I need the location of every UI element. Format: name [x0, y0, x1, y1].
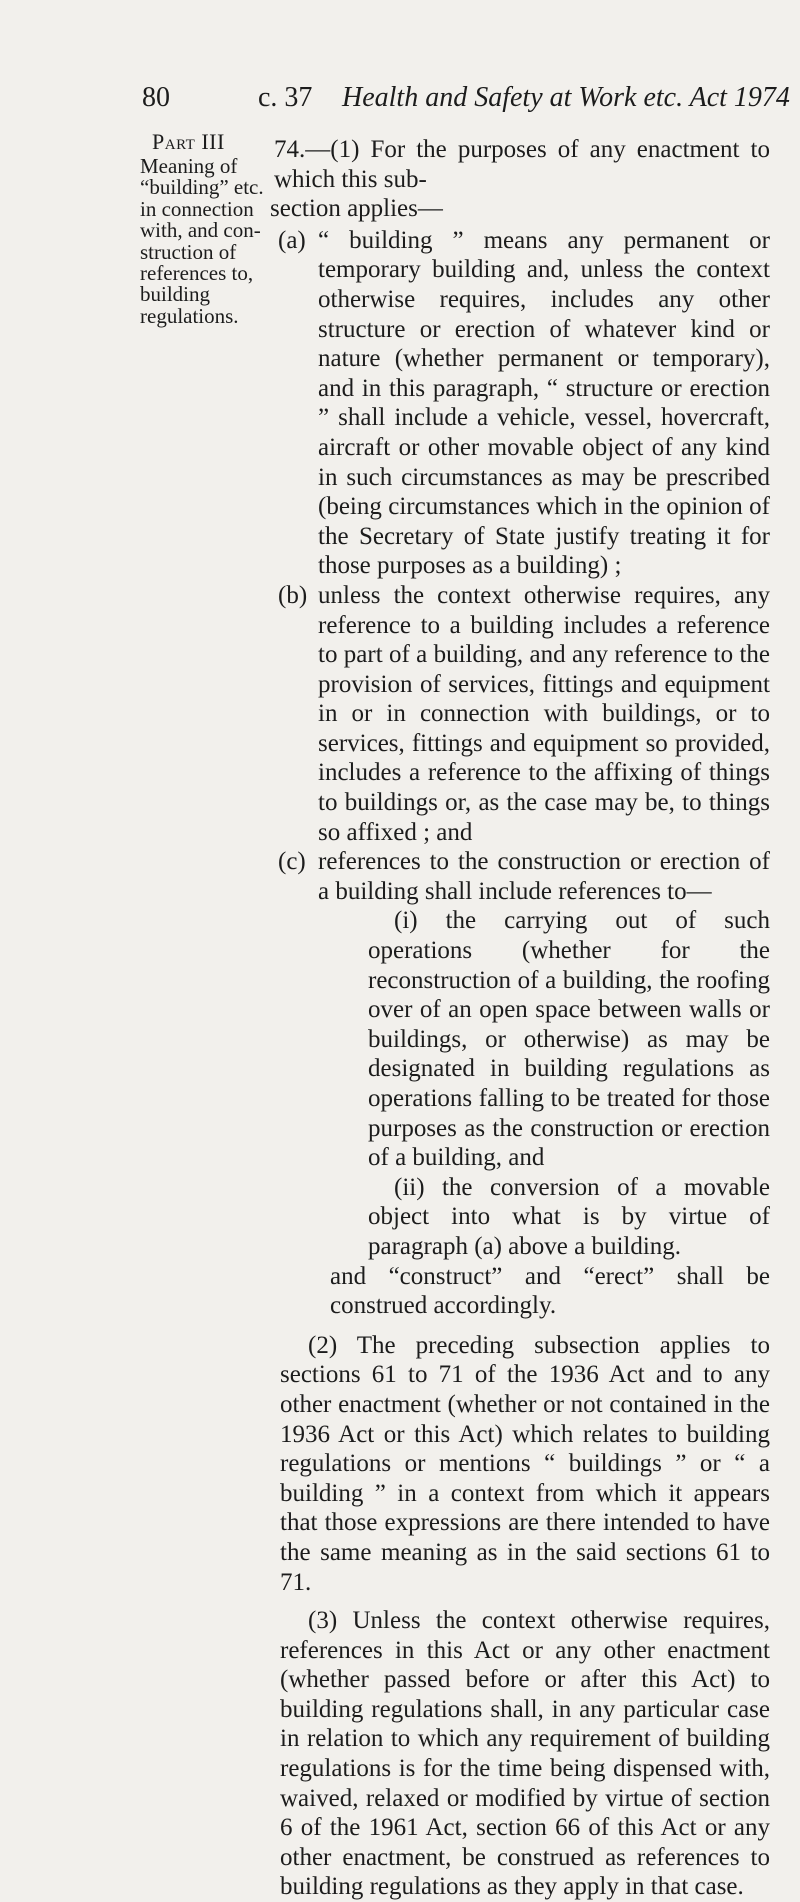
paragraph-label: (b) — [278, 581, 308, 609]
closing-words: and “construct” and “erect” shall be construed accordingly. — [330, 1262, 770, 1320]
paragraph-text: references to the construction or erection of a building shall include references to— — [318, 848, 770, 905]
chapter-number: c. 37 — [258, 82, 313, 113]
paragraph-label: (a) — [278, 226, 306, 254]
subsection-3: (3) Unless the context otherwise requires, references in this Act or any other enactment (whether passed before or after this Act) to building regulations shall, in any particular case in relation to which any requirement of building regulations is for the time being dispensed with, waived, relaxed or modified by virtue of section 6 of the 1961 Act, section 66 of this Act or any other enactment, be construed as references to building regulations as they apply in that case. — [280, 1607, 770, 1901]
subsection-2: (2) The preceding subsection applies to sections 61 to 71 of the 1936 Act and to any other enactment (whether or not contained in the 1936 Act or this Act) which relates to building regulations or mentions “ buildings ” or “ a building ” in a context from which it appears that those expressions are there intended to have the same meaning as in the said sections 61 to 71. — [280, 1331, 770, 1596]
subparagraph-ii: (ii) the conversion of a movable object into what is by virtue of paragraph (a) above a building. — [368, 1173, 770, 1260]
paragraph-text: “ building ” means any permanent or temporary building and, unless the context otherwise requires, includes any other structure or erection of whatever kind or nature (whether permanent or temporary), and in this paragraph, “ structure or erection ” shall include a vehicle, vessel, hovercraft, aircraft or other movable object of any kind in such circumstances as may be prescribed (being circumstances which in the opinion of the Secretary of State justify treating it for those purposes as a building) ; — [318, 226, 770, 580]
part-label: Part III — [152, 129, 225, 154]
paragraph-label: (c) — [278, 848, 306, 876]
section-intro-line: section applies— — [270, 195, 443, 223]
act-title: Health and Safety at Work etc. Act 1974 — [342, 82, 790, 113]
paragraph-c — [278, 847, 770, 906]
page-number: 80 — [142, 82, 170, 113]
paragraph-text: unless the context otherwise requires, any reference to a building includes a reference to part of a building, and any reference to the provision of services, fittings and equipment in or in connection with buildings, or to services, fittings and equipment so provided, includes a reference to the affixing of things to buildings or, as the case may be, to things so affixed ; and — [318, 581, 770, 846]
paragraph-a — [278, 226, 770, 581]
paragraph-b — [278, 581, 770, 847]
side-note: Meaning of “building” etc. in connection with, and con- struction of references to, building regulations. — [140, 154, 264, 328]
section-heading-line: 74.—(1) For the purposes of any enactment to which this sub- — [274, 136, 770, 193]
subparagraph-i: (i) the carrying out of such operations (whether for the reconstruction of a building, the roofing over of an open space between walls or buildings, or otherwise) as may be designated in building regulations as operations falling to be treated for those purposes as the construction or erection of a building, and — [368, 907, 770, 1172]
running-header — [0, 78, 800, 118]
section-body — [140, 135, 770, 1902]
